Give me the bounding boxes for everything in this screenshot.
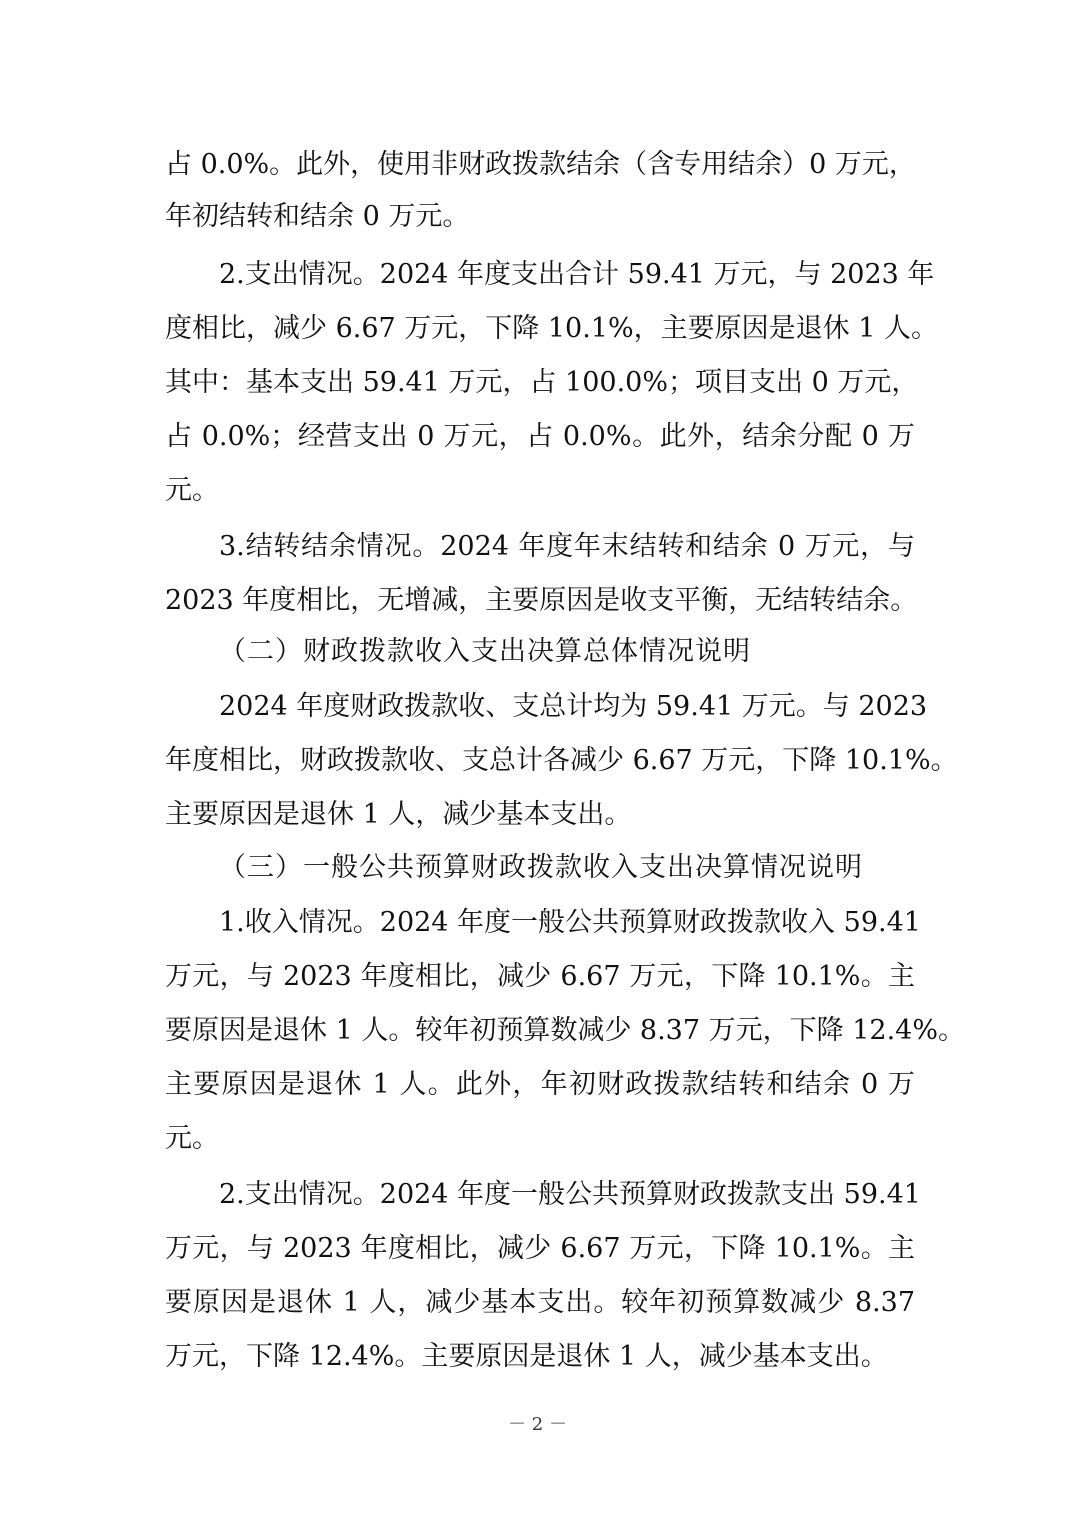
section-heading: （二）财政拨款收入支出决算总体情况说明: [219, 636, 751, 667]
page-number: － 2 －: [508, 1414, 567, 1435]
paragraph-line: 万元，与 2023 年度相比，减少 6.67 万元，下降 10.1%。主: [165, 1233, 915, 1264]
paragraph-line: 万元，与 2023 年度相比，减少 6.67 万元，下降 10.1%。主: [165, 961, 915, 992]
paragraph-line: 度相比，减少 6.67 万元，下降 10.1%，主要原因是退休 1 人。: [165, 313, 938, 344]
paragraph-line: 2023 年度相比，无增减，主要原因是收支平衡，无结转结余。: [165, 585, 918, 616]
paragraph-line: 其中：基本支出 59.41 万元，占 100.0%；项目支出 0 万元，: [165, 367, 919, 398]
paragraph-line: 主要原因是退休 1 人。此外，年初财政拨款结转和结余 0 万: [165, 1069, 915, 1100]
paragraph-line: 要原因是退休 1 人，减少基本支出。较年初预算数减少 8.37: [165, 1287, 915, 1318]
paragraph-line: 元。: [165, 475, 219, 506]
paragraph-line: 要原因是退休 1 人。较年初预算数减少 8.37 万元，下降 12.4%。: [165, 1015, 965, 1046]
paragraph-line: 万元，下降 12.4%。主要原因是退休 1 人，减少基本支出。: [165, 1341, 888, 1372]
paragraph-line: 2.支出情况。2024 年度一般公共预算财政拨款支出 59.41: [219, 1179, 921, 1210]
paragraph-line: 主要原因是退休 1 人，减少基本支出。: [165, 799, 632, 830]
paragraph-line: 年初结转和结余 0 万元。: [165, 201, 470, 232]
paragraph-line: 占 0.0%；经营支出 0 万元，占 0.0%。此外，结余分配 0 万: [165, 421, 915, 452]
paragraph-line: 2.支出情况。2024 年度支出合计 59.41 万元，与 2023 年: [219, 259, 935, 290]
paragraph-line: 1.收入情况。2024 年度一般公共预算财政拨款收入 59.41: [219, 907, 921, 938]
paragraph-line: 占 0.0%。此外，使用非财政拨款结余（含专用结余）0 万元，: [165, 149, 916, 180]
paragraph-line: 3.结转结余情况。2024 年度年末结转和结余 0 万元，与: [219, 531, 915, 562]
paragraph-line: 2024 年度财政拨款收、支总计均为 59.41 万元。与 2023: [219, 691, 928, 722]
paragraph-line: 元。: [165, 1123, 219, 1154]
paragraph-line: 年度相比，财政拨款收、支总计各减少 6.67 万元，下降 10.1%。: [165, 745, 958, 776]
section-heading: （三）一般公共预算财政拨款收入支出决算情况说明: [219, 852, 863, 883]
